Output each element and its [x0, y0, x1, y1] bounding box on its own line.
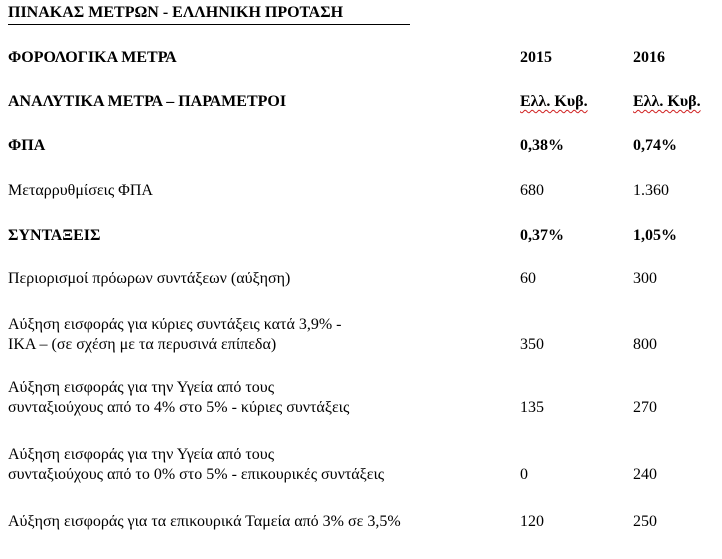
row-label-line: Αύξηση εισφοράς για κύριες συντάξεις κατά 3,9% - — [8, 316, 342, 333]
document-title: ΠΙΝΑΚΑΣ ΜΕΤΡΩΝ - ΕΛΛΗΝΙΚΗ ΠΡΟΤΑΣΗ — [8, 4, 344, 21]
year-2015-header: 2015 — [520, 49, 552, 66]
value-2015: 0,38% — [520, 137, 564, 154]
value-2015: 135 — [520, 399, 544, 416]
section-title: ΦΟΡΟΛΟΓΙΚΑ ΜΕΤΡΑ — [8, 49, 177, 66]
value-2015: 0,37% — [520, 227, 564, 244]
column-2015-label: Ελλ. Κυβ. — [520, 93, 588, 110]
row-label — [8, 512, 488, 532]
row-label-line: συνταξιούχους από το 4% στο 5% - κύριες συντάξεις — [8, 399, 350, 416]
row-label-line: Αύξηση εισφοράς για την Υγεία από τους — [8, 446, 275, 463]
row-label — [8, 136, 488, 156]
value-2015: 60 — [520, 270, 536, 287]
row-label-line: Αύξηση εισφοράς για την Υγεία από τους — [8, 379, 275, 396]
value-2015: 120 — [520, 513, 544, 530]
value-2016: 300 — [633, 270, 657, 287]
title-underline — [8, 24, 410, 25]
row-label-line: ΙΚΑ – (σε σχέση με τα περυσινά επίπεδα) — [8, 336, 277, 353]
row-label — [8, 226, 488, 246]
row-label-line: συνταξιούχους από το 0% στο 5% - επικουρικές συντάξεις — [8, 466, 385, 483]
value-2016: 0,74% — [633, 137, 677, 154]
row-label — [8, 269, 488, 289]
value-2016: 1,05% — [633, 227, 677, 244]
value-2015: 350 — [520, 336, 544, 353]
value-2015: 680 — [520, 182, 544, 199]
row-label — [8, 445, 488, 485]
row-label-line: Μεταρρυθμίσεις ΦΠΑ — [8, 182, 153, 199]
value-2016: 1.360 — [633, 182, 669, 199]
row-label-line: ΣΥΝΤΑΞΕΙΣ — [8, 227, 101, 244]
row-label-line: Αύξηση εισφοράς για τα επικουρικά Ταμεία από 3% σε 3,5% — [8, 513, 401, 530]
row-label-line: ΦΠΑ — [8, 137, 46, 154]
row-label-line: Περιορισμοί πρόωρων συντάξεων (αύξηση) — [8, 270, 291, 287]
row-label — [8, 315, 488, 355]
value-2016: 800 — [633, 336, 657, 353]
value-2016: 240 — [633, 466, 657, 483]
row-label — [8, 181, 488, 201]
year-2016-header: 2016 — [633, 49, 665, 66]
value-2015: 0 — [520, 466, 528, 483]
row-label — [8, 378, 488, 418]
parameters-title: ΑΝΑΛΥΤΙΚΑ ΜΕΤΡΑ – ΠΑΡΑΜΕΤΡΟΙ — [8, 93, 287, 110]
column-2016-label: Ελλ. Κυβ. — [633, 93, 701, 110]
value-2016: 270 — [633, 399, 657, 416]
value-2016: 250 — [633, 513, 657, 530]
